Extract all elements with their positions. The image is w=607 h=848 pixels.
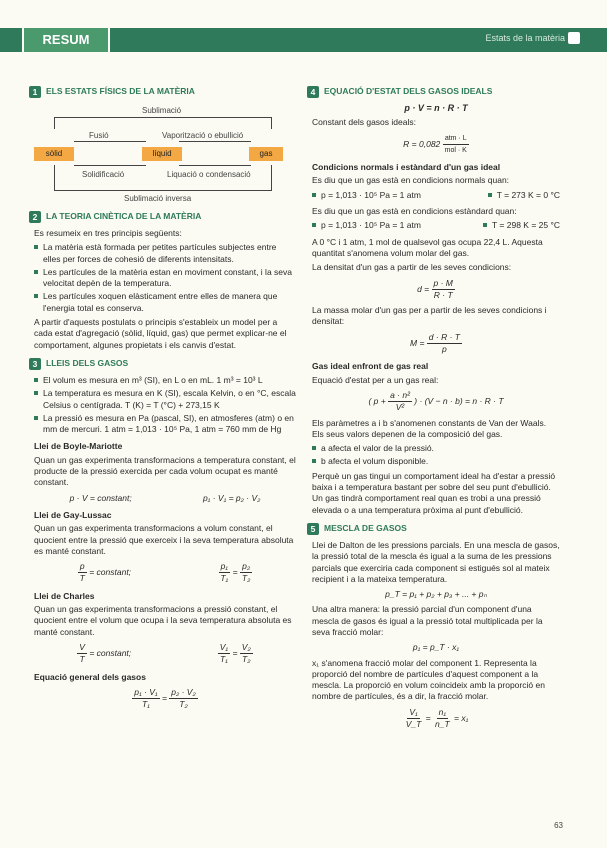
boyle-text: Quan un gas experimenta transformacions a temperatura constant, el producte de la pressió exercida per cada volum ocupat es manté constant. xyxy=(34,454,296,488)
section-5-heading xyxy=(307,523,560,535)
real-eq-rest: · (V − n · b) = n · R · T xyxy=(419,395,504,406)
list-item: T = 273 K = 0 °C xyxy=(488,190,560,201)
left-column xyxy=(34,82,296,714)
section-title: LA TEORIA CINÈTICA DE LA MATÈRIA xyxy=(46,211,202,222)
state-solid: sòlid xyxy=(34,147,74,161)
ideal-text: Perquè un gas tingui un comportament ideal ha d'estar a pressió baixa i a temperatura bastant per sobre del seu punt d'ebullició. Un gas tindrà comportament real quan es trobi a una pressió elevada o a una temperatura pròxima al punt d'ebullició. xyxy=(312,470,556,515)
s2-paragraph: A partir d'aquests postulats o principis s'estableix un model per a cada estat d'agregació (sòlid, líquid, gas) que permet explicar-ne el comportament, algunes propietats i els canvis d'estat. xyxy=(34,317,287,350)
charles-text: Quan un gas experimenta transformacions a pressió constant, el quocient entre el volum que ocupa i la seva temperatura absoluta es manté constant. xyxy=(34,604,292,637)
r-formula xyxy=(312,133,560,157)
label-solidificacio: Solidificació xyxy=(82,170,125,179)
section-number: 4 xyxy=(307,86,319,98)
gaylussac-text: Quan un gas experimenta transformacions a volum constant, el quocient entre la pressió que exerceix i la seva temperatura absoluta es manté constant. xyxy=(34,523,294,556)
list-item: La temperatura es mesura en K (SI), escala Kelvin, o en °C, escala Celsius o centígrada. T (K) = T (°C) + 273,15 K xyxy=(34,388,296,411)
massa-text: La massa molar d'un gas per a partir de les seves condicions i densitat: xyxy=(312,305,547,327)
section-4-heading xyxy=(307,86,560,98)
list-item: p = 1,013 · 10⁵ Pa = 1 atm xyxy=(312,190,421,201)
header-right-text: Estats de la matèria xyxy=(485,33,565,43)
ce-list xyxy=(312,220,560,236)
section-title: MESCLA DE GASOS xyxy=(324,523,407,534)
state-gas: gas xyxy=(249,147,283,161)
r-value: R = 0,082 xyxy=(403,138,441,149)
dalton-text3: x₁ s'anomena fracció molar del component 1. Representa la proporció del nombre de partícules d'aquest component a la mescla. La proporció en volum coincideix amb la proporció en nombre de partícules, és a dir, la fracció molar. xyxy=(312,657,545,702)
real-formula: ( p + $\frac{\text{a · n²}}{\text{V²}}$ ) · (V − n · b) = n · R · T xyxy=(368,389,504,413)
arrow-vaporitzacio xyxy=(179,141,251,145)
section-number: 3 xyxy=(29,358,41,370)
label-sublimacio-inversa: Sublimació inversa xyxy=(124,194,192,203)
section-2-heading xyxy=(29,211,296,223)
fraction-formula: $\frac{\text{V₁}}{V\_T}$ = $\frac{\text{n₁}}{n\_T}$ = x₁ xyxy=(405,706,469,730)
header-title: RESUM xyxy=(24,28,108,52)
cn-text: Es diu que un gas està en condicions normals quan: xyxy=(312,175,510,186)
boyle-f1: p · V = constant; xyxy=(69,492,132,503)
conditions-title: Condicions normals i estàndard d'un gas ideal xyxy=(312,162,501,173)
list-item: La pressió es mesura en Pa (pascal, SI), en atmosferes (atm) o en mm de mercuri. 1 atm = 1,013 · 10⁵ Pa, 1 atm = 760 mm de Hg xyxy=(34,413,296,436)
section-number: 1 xyxy=(29,86,41,98)
real-title: Gas ideal enfront de gas real xyxy=(312,361,429,372)
massa-formula: M = $\frac{d \cdot R \cdot T}{p}$ xyxy=(410,331,460,355)
list-item: b afecta el volum disponible. xyxy=(312,456,560,467)
section-1-heading xyxy=(29,86,296,98)
arrow-sublimacio xyxy=(54,117,272,129)
section-number: 2 xyxy=(29,211,41,223)
boyle-title: Llei de Boyle-Mariotte xyxy=(34,441,123,452)
dalton-eq: p_T = p₁ + p₂ + p₃ + ... + pₙ xyxy=(385,589,487,600)
real-text: Equació d'estat per a un gas real: xyxy=(312,374,439,385)
s2-list xyxy=(34,242,296,314)
arrow-sublimacio-inversa xyxy=(54,165,272,191)
gaylussac-formula: $\frac{p}{T}$ = constant; $\frac{\text{p₁}}{\text{T₁}}$ = $\frac{\text{p₂}}{\text{T₂}}$ xyxy=(79,561,251,584)
list-item: a afecta el valor de la pressió. xyxy=(312,443,560,454)
arrow-fusio xyxy=(74,141,146,145)
charles-title: Llei de Charles xyxy=(34,590,95,601)
label-condensacio: Liquació o condensació xyxy=(167,170,251,179)
boyle-formula xyxy=(34,493,296,504)
r-unit-num: atm · L xyxy=(443,133,469,145)
cn-list xyxy=(312,190,560,206)
general-title: Equació general dels gasos xyxy=(34,671,146,682)
section-title: LLEIS DELS GASOS xyxy=(46,358,129,369)
right-column xyxy=(312,82,560,734)
list-item: Les partícules xoquen elàsticament entre elles de manera que l'energia total es conserva. xyxy=(34,291,296,314)
boyle-f2: p₁ · V₁ = p₂ · V₂ xyxy=(202,492,261,503)
header-square-icon xyxy=(568,32,580,44)
section-title: ELS ESTATS FÍSICS DE LA MATÈRIA xyxy=(46,86,195,97)
charles-eq: = constant; xyxy=(89,647,132,658)
states-diagram xyxy=(34,103,296,205)
label-sublimacio: Sublimació xyxy=(142,106,182,115)
header-bar-left xyxy=(0,28,22,52)
list-item: La matèria està formada per petites partícules subjectes entre elles per forces de cohesió de diferents intensitats. xyxy=(34,242,296,265)
dalton-text2: Una altra manera: la pressió parcial d'un component d'una mescla de gasos és igual a la pressió total multiplicada per la seva fracció molar: xyxy=(312,604,543,637)
ideal-gas-eq: p · V = n · R · T xyxy=(404,103,468,113)
list-item: El volum es mesura en m³ (SI), en L o en mL. 1 m³ = 10³ L xyxy=(34,375,296,386)
section-3-heading xyxy=(29,358,296,370)
molar-text: A 0 °C i 1 atm, 1 mol de qualsevol gas ocupa 22,4 L. Aquesta quantitat s'anomena volum molar del gas. xyxy=(312,236,543,258)
gaylussac-eq: = constant; xyxy=(89,567,132,578)
s2-intro: Es resumeix en tres principis següents: xyxy=(34,228,182,238)
label-vaporitzacio: Vaporització o ebullició xyxy=(162,131,244,140)
density-text: La densitat d'un gas a partir de les seves condicions: xyxy=(312,262,512,273)
s3-list xyxy=(34,375,296,435)
vdw-list xyxy=(312,443,560,468)
charles-formula: $\frac{V}{T}$ = constant; $\frac{\text{V₁}}{\text{T₁}}$ = $\frac{\text{V₂}}{\text{T₂}}$ xyxy=(79,641,251,665)
list-item: Les partícules de la matèria estan en moviment constant, i la seva velocitat depèn de la temperatura. xyxy=(34,267,296,290)
dalton-eq2: p₁ = p_T · x₁ xyxy=(412,642,460,653)
page-header xyxy=(0,28,607,62)
vdw-text: Els paràmetres a i b s'anomenen constants de Van der Waals. Els seus valors depenen de la composició del gas. xyxy=(312,417,547,439)
section-number: 5 xyxy=(307,523,319,535)
list-item: p = 1,013 · 10⁵ Pa = 1 atm xyxy=(312,220,421,231)
general-formula: $\frac{\text{p₁ · V₁}}{\text{T₁}}$ = $\frac{\text{p₂ · V₂}}{\text{T₂}}$ xyxy=(134,686,196,710)
r-text: Constant dels gasos ideals: xyxy=(312,117,416,128)
list-item: T = 298 K = 25 °C xyxy=(483,220,560,231)
label-fusio: Fusió xyxy=(89,131,109,140)
density-formula: d = $\frac{p \cdot M}{R \cdot T}$ xyxy=(417,277,453,300)
dalton-text: Llei de Dalton de les pressions parcials. En una mescla de gasos, la pressió total de la mescla és igual a la suma de les pressions parcials que exerciria cada component si estigués sol al mateix recipient i a la mateixa temperatura. xyxy=(312,539,560,584)
r-unit-den: mol · K xyxy=(444,146,467,154)
section-title: EQUACIÓ D'ESTAT DELS GASOS IDEALS xyxy=(324,86,493,97)
ce-text: Es diu que un gas està en condicions estàndard quan: xyxy=(312,206,517,217)
gaylussac-title: Llei de Gay-Lussac xyxy=(34,509,112,520)
page-number: 63 xyxy=(554,821,563,830)
state-liquid: líquid xyxy=(142,147,182,161)
